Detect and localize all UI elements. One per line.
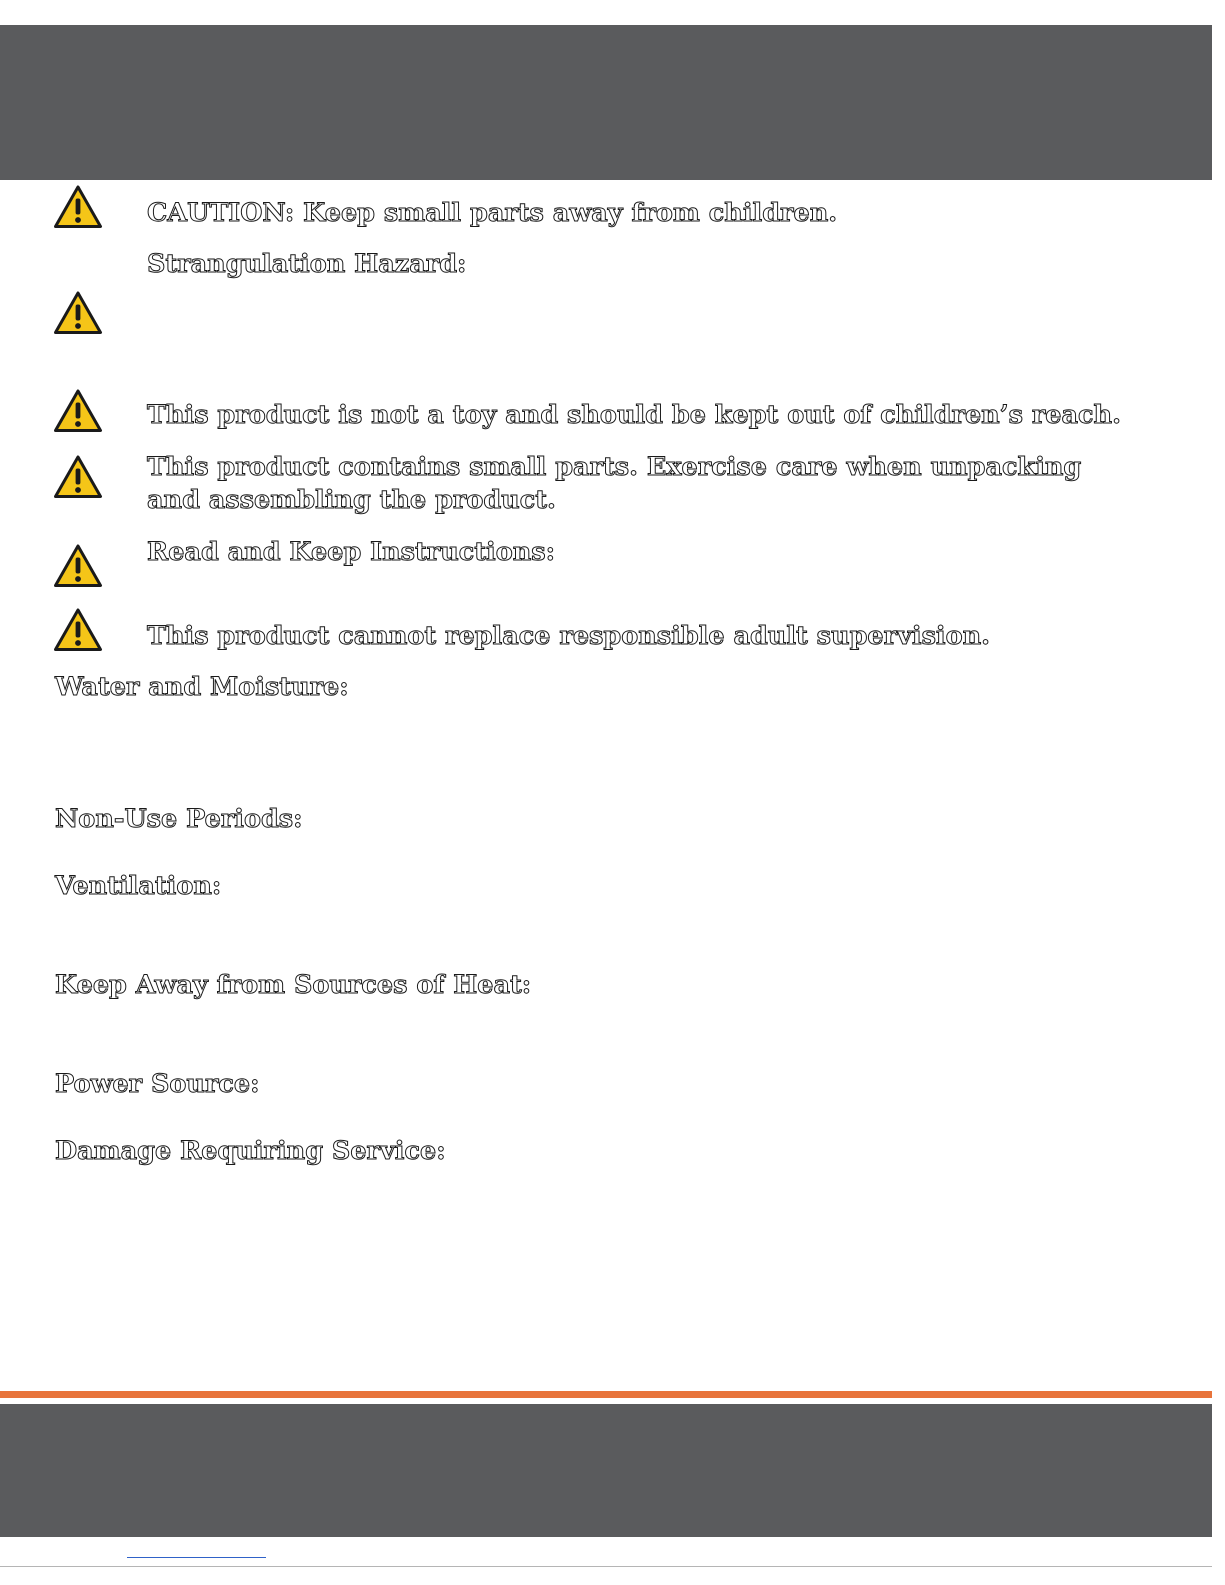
warning-triangle-icon bbox=[53, 388, 103, 434]
warning-triangle-icon bbox=[53, 454, 103, 500]
warning-contains-small-parts: This product contains small parts. Exercise care when unpacking and assembling the product. bbox=[147, 452, 1082, 515]
warning-read-instructions: Read and Keep Instructions: bbox=[147, 537, 556, 567]
heading-damage-service: Damage Requiring Service: bbox=[55, 1136, 446, 1166]
heading-water-moisture: Water and Moisture: bbox=[55, 672, 349, 702]
heading-power-source: Power Source: bbox=[55, 1069, 260, 1099]
warning-small-parts: CAUTION: Keep small parts away from children. bbox=[147, 198, 838, 228]
accent-divider bbox=[0, 1391, 1212, 1398]
heading-non-use-periods: Non-Use Periods: bbox=[55, 804, 303, 834]
footer-link-underline[interactable] bbox=[127, 1557, 266, 1558]
warning-triangle-icon bbox=[53, 290, 103, 336]
warning-adult-supervision: This product cannot replace responsible adult supervision. bbox=[147, 621, 991, 651]
heading-ventilation: Ventilation: bbox=[55, 871, 222, 901]
bottom-rule bbox=[0, 1566, 1212, 1567]
warning-triangle-icon bbox=[53, 607, 103, 653]
heading-heat-sources: Keep Away from Sources of Heat: bbox=[55, 970, 532, 1000]
header-band bbox=[0, 25, 1212, 180]
warning-triangle-icon bbox=[53, 543, 103, 589]
warning-strangulation-hazard: Strangulation Hazard: bbox=[147, 249, 467, 279]
warning-not-a-toy: This product is not a toy and should be kept out of children’s reach. bbox=[147, 400, 1121, 430]
warning-triangle-icon bbox=[53, 184, 103, 230]
footer-band bbox=[0, 1404, 1212, 1537]
